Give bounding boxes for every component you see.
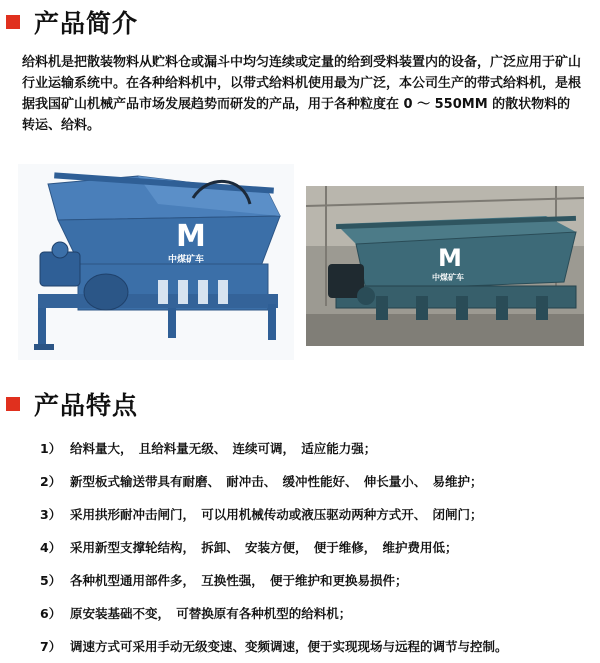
feature-number: 7） bbox=[40, 639, 62, 654]
feature-list bbox=[40, 432, 588, 663]
feature-text: 各种机型通用部件多， 互换性强， 便于维护和更换易损件； bbox=[70, 573, 408, 588]
blue-feeder-illustration bbox=[18, 164, 294, 360]
feature-item bbox=[40, 630, 588, 663]
heading-marker bbox=[6, 15, 20, 29]
feature-text: 新型板式输送带具有耐磨、 耐冲击、 缓冲性能好、 伸长量小、 易维护； bbox=[70, 474, 483, 489]
product-photo-workshop-feeder bbox=[306, 186, 584, 346]
feature-text: 采用新型支撑轮结构， 拆卸、 安装方便， 便于维修， 维护费用低； bbox=[70, 540, 458, 555]
logo-mark: M bbox=[438, 244, 462, 272]
workshop-feeder-illustration bbox=[306, 186, 584, 346]
feature-number: 5） bbox=[40, 573, 62, 588]
intro-paragraph: 给料机是把散装物料从贮料仓或漏斗中均匀连续或定量的给到受料装置内的设备，广泛应用于矿山行业运输系统中。在各种给料机中，以带式给料机使用最为广泛，本公司生产的带式给料机，是根据我国矿山机械产品市场发展趋势而研发的产品，用于各种粒度在 0 ～ 550MM 的散状物料的转运、给料。 bbox=[22, 55, 582, 133]
feature-number: 2） bbox=[40, 474, 62, 489]
feature-number: 6） bbox=[40, 606, 62, 621]
logo-mark: M bbox=[176, 219, 206, 254]
feature-item bbox=[40, 465, 588, 498]
feature-item bbox=[40, 597, 588, 630]
feature-text: 原安装基础不变， 可替换原有各种机型的给料机； bbox=[70, 606, 352, 621]
feature-item bbox=[40, 432, 588, 465]
product-photo-blue-feeder bbox=[18, 164, 294, 360]
section-heading-intro bbox=[6, 4, 138, 40]
features-title: 产品特点 bbox=[34, 391, 139, 420]
logo-text: 中煤矿车 bbox=[168, 255, 205, 265]
feature-number: 4） bbox=[40, 540, 62, 555]
feature-item bbox=[40, 531, 588, 564]
feature-text: 给料量大， 且给料量无级、 连续可调， 适应能力强； bbox=[70, 441, 377, 456]
feature-text: 采用拱形耐冲击闸门， 可以用机械传动或液压驱动两种方式开、 闭闸门； bbox=[70, 507, 483, 522]
feature-item bbox=[40, 564, 588, 597]
feature-text: 调速方式可采用手动无级变速、变频调速，便于实现现场与远程的调节与控制。 bbox=[70, 639, 508, 654]
feature-number: 3） bbox=[40, 507, 62, 522]
intro-title: 产品简介 bbox=[34, 9, 139, 38]
heading-marker bbox=[6, 397, 20, 411]
feature-number: 1） bbox=[40, 441, 62, 456]
section-heading-features bbox=[6, 386, 138, 422]
logo-text: 中煤矿车 bbox=[432, 273, 464, 282]
feature-item bbox=[40, 498, 588, 531]
